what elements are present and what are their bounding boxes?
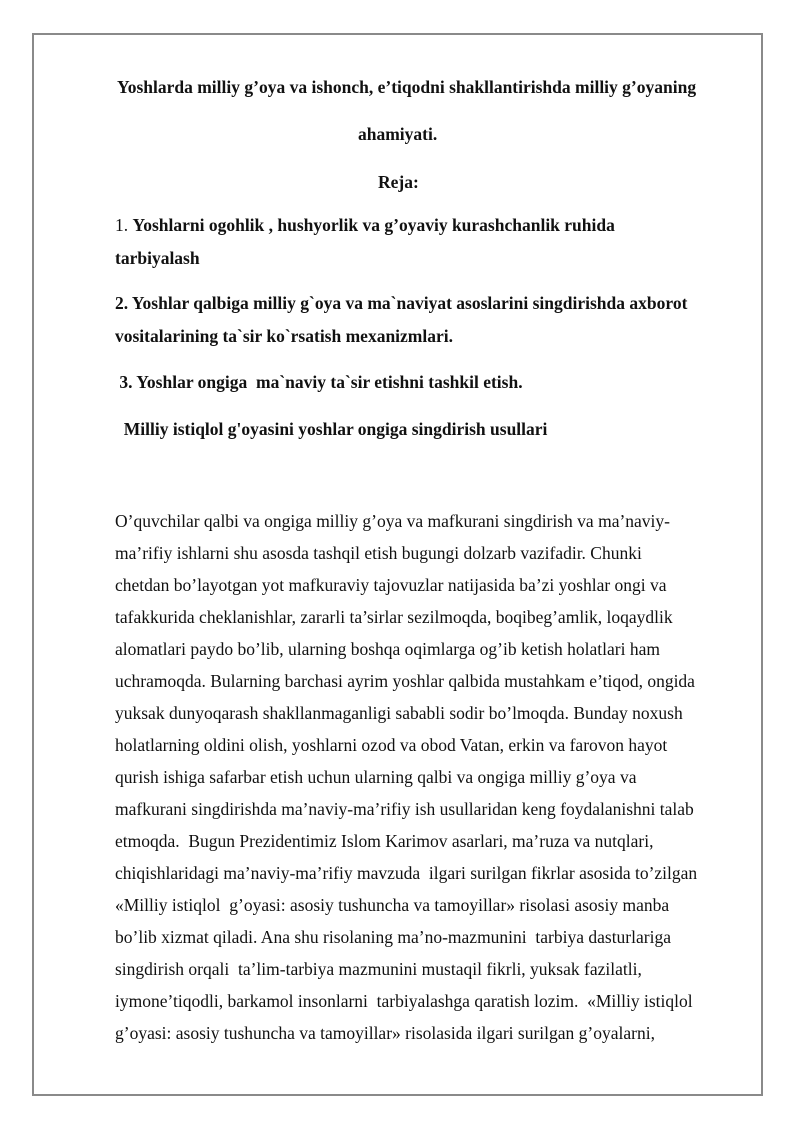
- body-line: etmoqda. Bugun Prezidentimiz Islom Karimov asarlari, ma’ruza va nutqlari,: [115, 831, 654, 851]
- section-subheading: Milliy istiqlol g'oyasini yoshlar ongiga singdirish usullari: [115, 419, 548, 439]
- body-line: holatlarning oldini olish, yoshlarni ozod va obod Vatan, erkin va farovon hayot: [115, 735, 668, 755]
- body-line: «Milliy istiqlol g’oyasi: asosiy tushuncha va tamoyillar» risolasi asosiy manba: [115, 895, 670, 915]
- body-line: g’oyasi: asosiy tushuncha va tamoyillar» risolasida ilgari surilgan g’oyalarni,: [115, 1023, 655, 1043]
- plan-item-2-continuation: vositalarining ta`sir ko`rsatish mexanizmlari.: [115, 326, 453, 346]
- plan-item-3: 3. Yoshlar ongiga ma`naviy ta`sir etishni tashkil etish.: [115, 372, 523, 392]
- plan-heading: Reja:: [378, 172, 419, 192]
- body-line: chiqishlaridagi ma’naviy-ma’rifiy mavzuda ilgari surilgan fikrlar asosida to’zilgan: [115, 863, 698, 883]
- plan-item-1-text: Yoshlarni ogohlik , hushyorlik va g’oyaviy kurashchanlik ruhida: [132, 215, 615, 235]
- body-line: chetdan bo’layotgan yot mafkuraviy tajovuzlar natijasida ba’zi yoshlar ongi va: [115, 575, 667, 595]
- body-line: ma’rifiy ishlarni shu asosda tashqil etish bugungi dolzarb vazifadir. Chunki: [115, 543, 642, 563]
- body-line: singdirish orqali ta’lim-tarbiya mazmunini mustaqil fikrli, yuksak fazilatli,: [115, 959, 642, 979]
- body-line: yuksak dunyoqarash shakllanmaganligi sababli sodir bo’lmoqda. Bunday noxush: [115, 703, 683, 723]
- plan-item-1-number: 1.: [115, 215, 129, 235]
- body-line: mafkurani singdirishda ma’naviy-ma’rifiy ish usullaridan keng foydalanishni talab: [115, 799, 694, 819]
- body-line: alomatlari paydo bo’lib, ularning boshqa oqimlarga og’ib ketish holatlari ham: [115, 639, 660, 659]
- plan-item-1-continuation: tarbiyalash: [115, 248, 200, 268]
- body-line: qurish ishiga safarbar etish uchun ularning qalbi va ongiga milliy g’oya va: [115, 767, 637, 787]
- body-line: bo’lib xizmat qiladi. Ana shu risolaning ma’no-mazmunini tarbiya dasturlariga: [115, 927, 671, 947]
- plan-item-1: [115, 214, 615, 236]
- plan-item-2: 2. Yoshlar qalbiga milliy g`oya va ma`naviyat asoslarini singdirishda axborot: [115, 293, 688, 313]
- body-line: O’quvchilar qalbi va ongiga milliy g’oya va mafkurani singdirish va ma’naviy-: [115, 511, 670, 531]
- document-title-line-2: ahamiyati.: [358, 124, 438, 144]
- document-title-line-1: Yoshlarda milliy g’oya va ishonch, e’tiqodni shakllantirishda milliy g’oyaning: [117, 77, 697, 97]
- body-line: iymone’tiqodli, barkamol insonlarni tarbiyalashga qaratish lozim. «Milliy istiqlol: [115, 991, 693, 1011]
- body-line: tafakkurida cheklanishlar, zararli ta’sirlar sezilmoqda, boqibeg’amlik, loqaydlik: [115, 607, 673, 627]
- body-line: uchramoqda. Bularning barchasi ayrim yoshlar qalbida mustahkam e’tiqod, ongida: [115, 671, 695, 691]
